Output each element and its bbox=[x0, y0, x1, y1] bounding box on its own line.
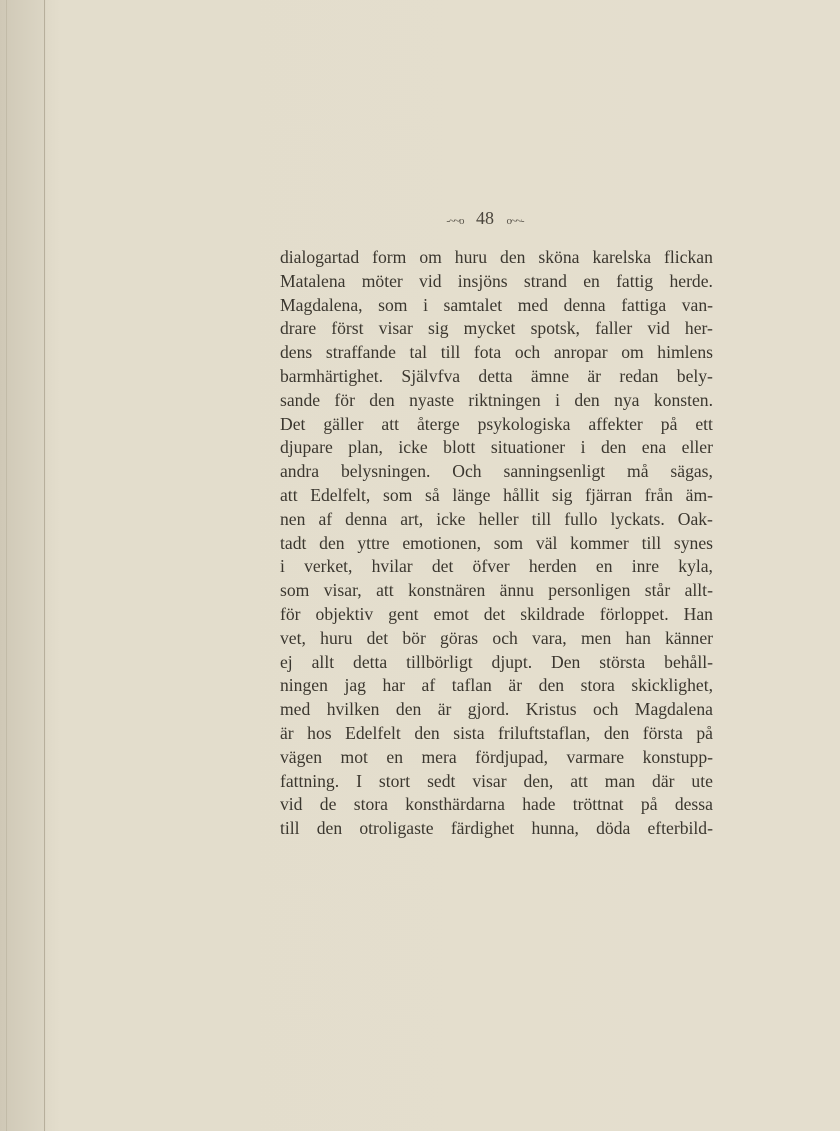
text-line: vet, huru det bör göras och vara, men han känner bbox=[280, 627, 713, 648]
text-line: ningen jag har af taflan är den stora skicklighet, bbox=[280, 675, 713, 696]
text-line: fattning. I stort sedt visar den, att man där ute bbox=[280, 770, 713, 791]
page-header bbox=[0, 208, 840, 229]
text-line: drare först visar sig mycket spotsk, faller vid her- bbox=[280, 318, 713, 339]
text-line: är hos Edelfelt den sista friluftstaflan, den första på bbox=[280, 722, 713, 743]
edge-line bbox=[44, 0, 45, 1131]
page-number: 48 bbox=[476, 208, 494, 228]
ornament-left-icon: -~~o bbox=[446, 215, 464, 227]
edge-line bbox=[6, 0, 7, 1131]
text-line: barmhärtighet. Självfva detta ämne är redan bely- bbox=[280, 365, 713, 386]
text-line: med hvilken den är gjord. Kristus och Magdalena bbox=[280, 699, 713, 720]
text-line: Det gäller att återge psykologiska affekter på ett bbox=[280, 413, 713, 434]
text-line: tadt den yttre emotionen, som väl kommer till synes bbox=[280, 532, 713, 553]
text-line: Magdalena, som i samtalet med denna fattiga van- bbox=[280, 294, 713, 315]
text-line: i verket, hvilar det öfver herden en inre kyla, bbox=[280, 556, 713, 577]
body-text bbox=[280, 246, 713, 841]
text-line: andra belysningen. Och sanningsenligt må sägas, bbox=[280, 461, 713, 482]
text-line: dens straffande tal till fota och anropar om himlens bbox=[280, 342, 713, 363]
text-line: som visar, att konstnären ännu personligen står allt- bbox=[280, 580, 713, 601]
text-line: Matalena möter vid insjöns strand en fattig herde. bbox=[280, 270, 713, 291]
text-line: dialogartad form om huru den sköna karelska flickan bbox=[280, 247, 713, 267]
text-line: för objektiv gent emot det skildrade förloppet. Han bbox=[280, 603, 713, 624]
text-line: vägen mot en mera fördjupad, varmare konstupp- bbox=[280, 746, 713, 767]
text-line: ej allt detta tillbörligt djupt. Den största behåll- bbox=[280, 651, 713, 672]
text-line: sande för den nyaste riktningen i den nya konsten. bbox=[280, 389, 713, 410]
text-line: till den otroligaste färdighet hunna, döda efterbild- bbox=[280, 818, 713, 839]
text-line: nen af denna art, icke heller till fullo lyckats. Oak- bbox=[280, 508, 713, 529]
text-line: vid de stora konsthärdarna hade tröttnat på dessa bbox=[280, 794, 713, 815]
text-line: djupare plan, icke blott situationer i den ena eller bbox=[280, 437, 713, 458]
ornament-right-icon: o~~- bbox=[506, 215, 524, 227]
text-line: att Edelfelt, som så länge hållit sig fjärran från äm- bbox=[280, 484, 713, 505]
